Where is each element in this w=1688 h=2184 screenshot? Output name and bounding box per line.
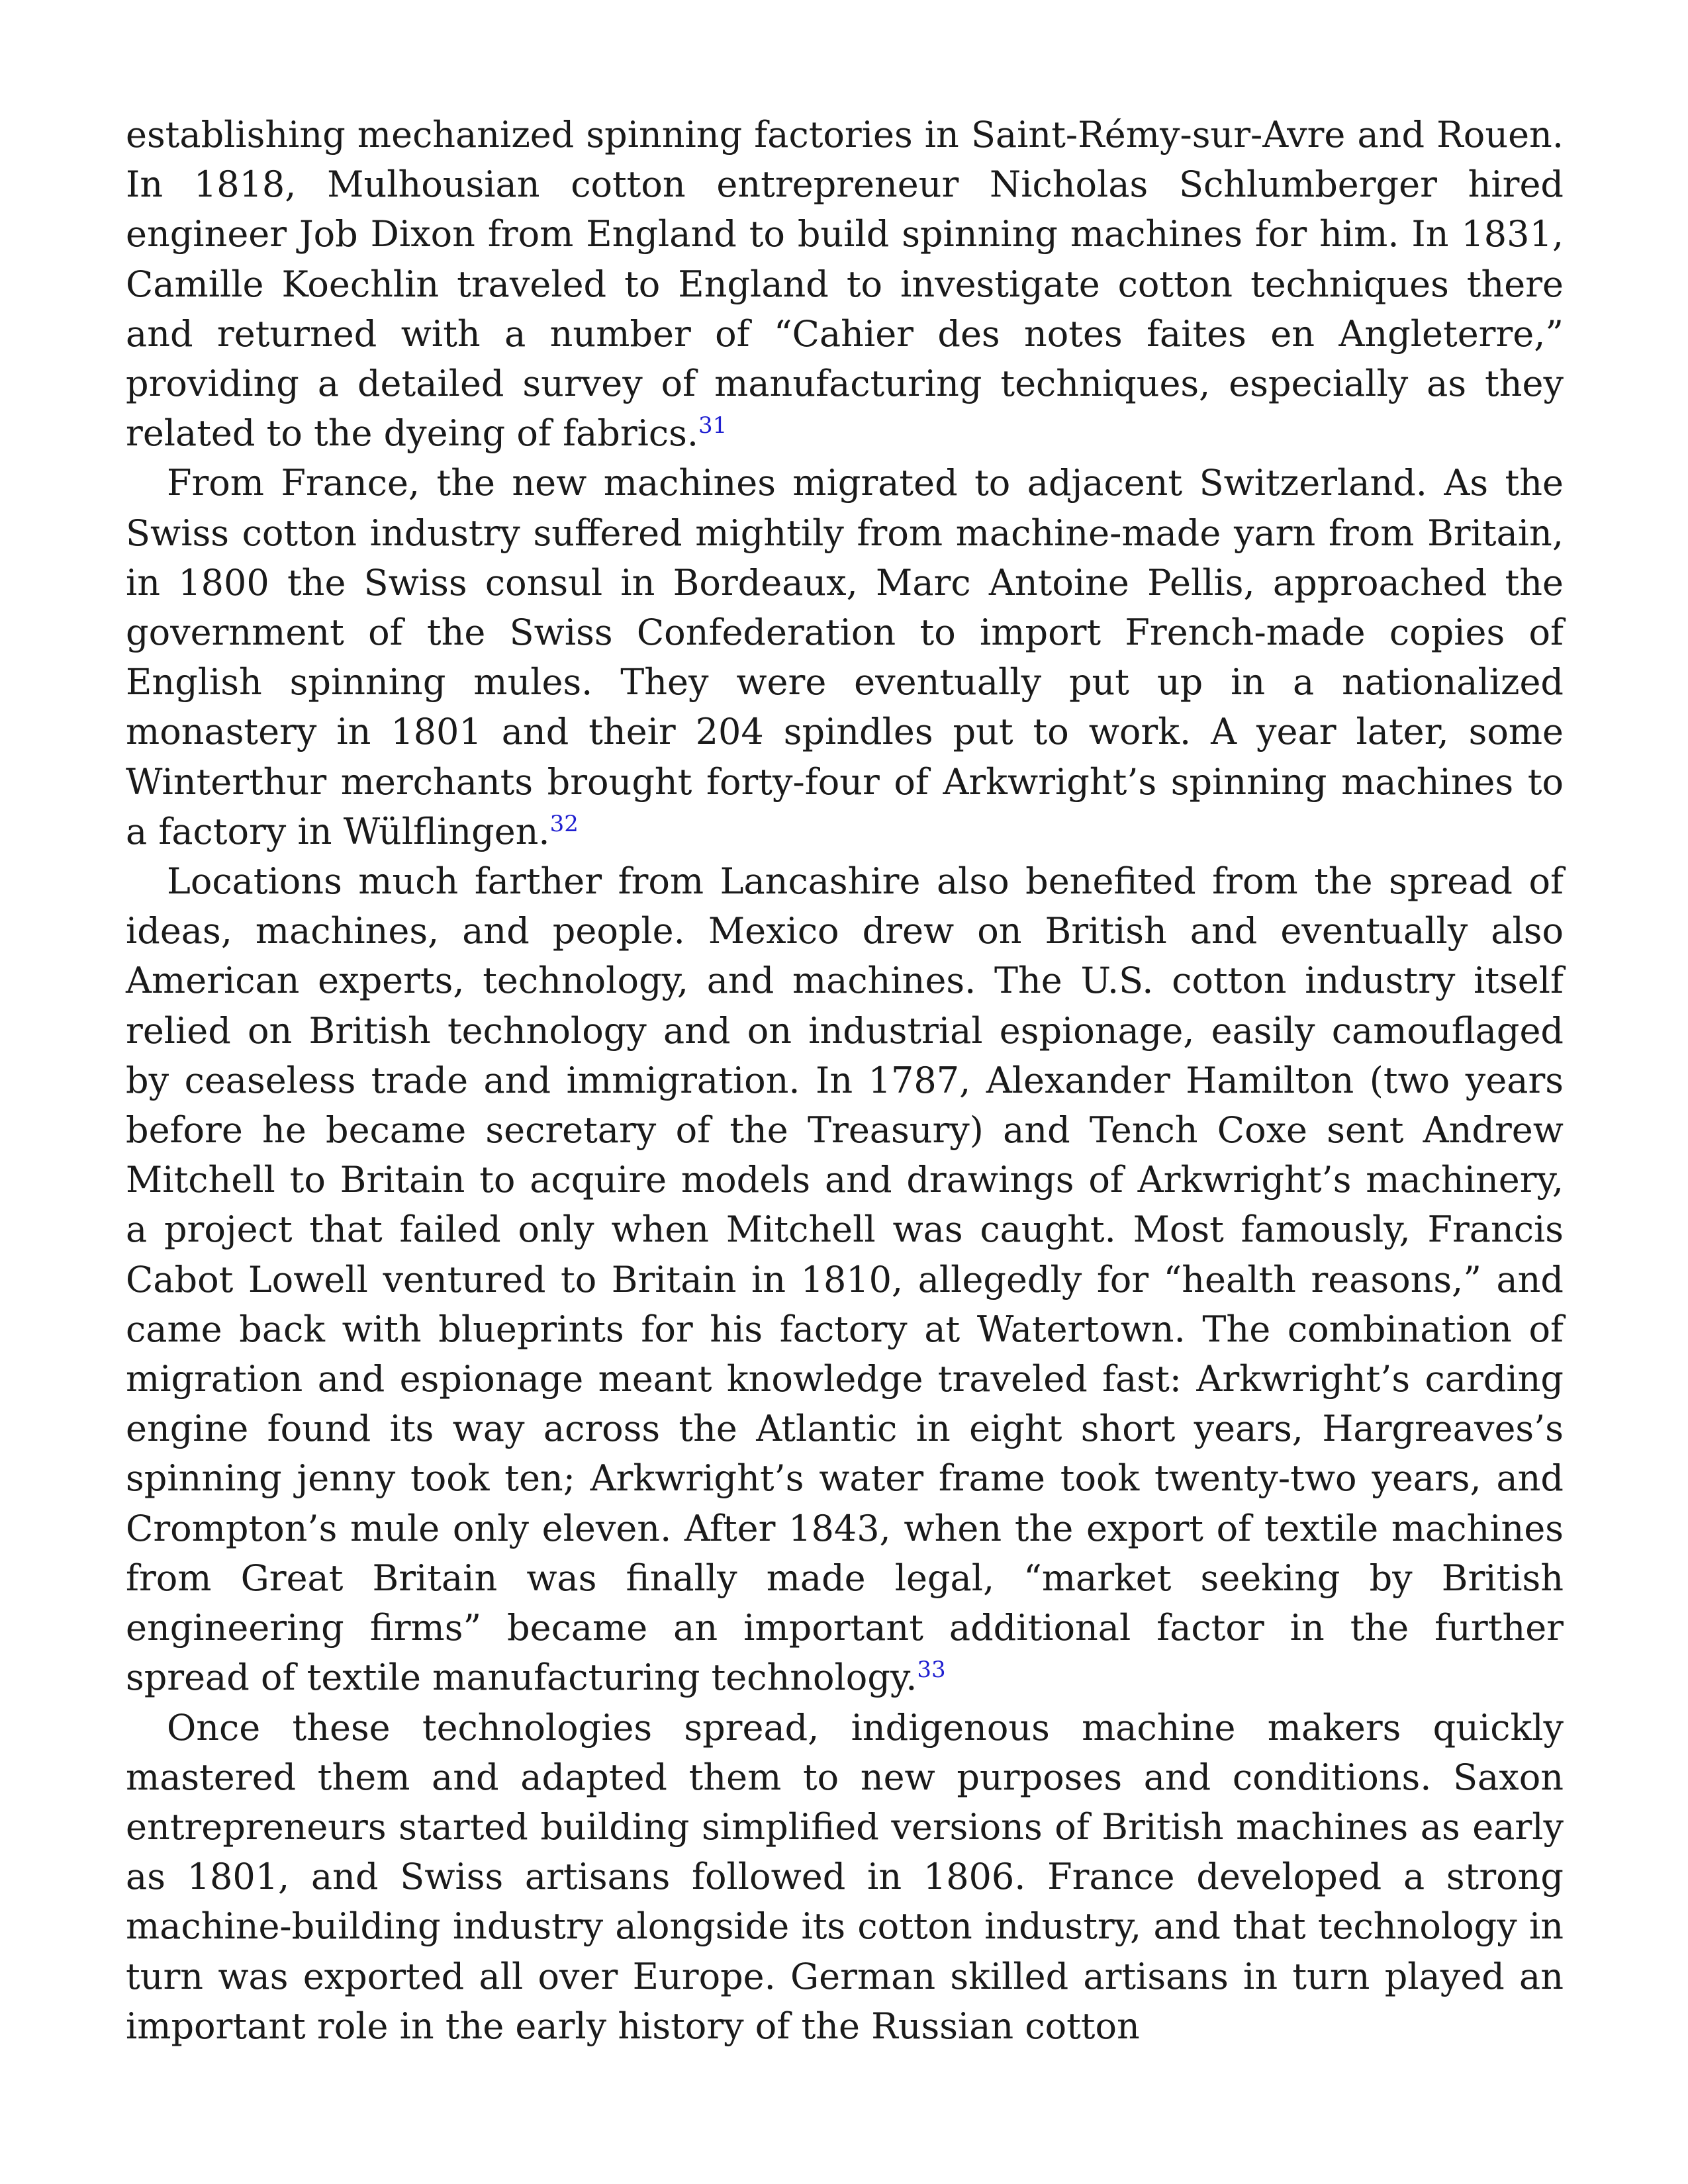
paragraph-4	[126, 1703, 1564, 2051]
page-body	[126, 110, 1564, 2051]
footnote-marker-32[interactable]: 32	[549, 810, 579, 837]
paragraph-text: From France, the new machines migrated to adjacent Switzerland. As the Swiss cotton industry suffered mightily from machine-made yarn from Britain, in 1800 the Swiss consul in Bordeaux, Marc Antoine Pellis, approached the government of the Swiss Confederation to import French-made copies of English spinning mules. They were eventually put up in a nationalized monastery in 1801 and their 204 spindles put to work. A year later, some Winterthur merchants brought forty-four of Arkwright’s spinning machines to a factory in Wülflingen.	[126, 462, 1564, 852]
paragraph-text: establishing mechanized spinning factories in Saint-Rémy-sur-Avre and Rouen. In 1818, Mulhousian cotton entrepreneur Nicholas Schlumberger hired engineer Job Dixon from England to build spinning machines for him. In 1831, Camille Koechlin traveled to England to investigate cotton techniques there and returned with a number of “Cahier des notes faites en Angleterre,” providing a detailed survey of manufacturing techniques, especially as they related to the dyeing of fabrics.	[126, 114, 1564, 455]
paragraph-3	[126, 856, 1564, 1702]
paragraph-text: Locations much farther from Lancashire also benefited from the spread of ideas, machines, and people. Mexico drew on British and eventually also American experts, technology, and machines. The U.S. cotton industry itself relied on British technology and on industrial espionage, easily camouflaged by ceaseless trade and immigration. In 1787, Alexander Hamilton (two years before he became secretary of the Treasury) and Tench Coxe sent Andrew Mitchell to Britain to acquire models and drawings of Arkwright’s machinery, a project that failed only when Mitchell was caught. Most famously, Francis Cabot Lowell ventured to Britain in 1810, allegedly for “health reasons,” and came back with blueprints for his factory at Watertown. The combination of migration and espionage meant knowledge traveled fast: Arkwright’s carding engine found its way across the Atlantic in eight short years, Hargreaves’s spinning jenny took ten; Arkwright’s water frame took twenty-two years, and Crompton’s mule only eleven. After 1843, when the export of textile machines from Great Britain was finally made legal, “market seeking by British engineering firms” became an important additional factor in the further spread of textile manufacturing technology.	[126, 860, 1564, 1699]
footnote-marker-31[interactable]: 31	[698, 412, 727, 439]
paragraph-text: Once these technologies spread, indigenous machine makers quickly mastered them and adapted them to new purposes and conditions. Saxon entrepreneurs started building simplified versions of British machines as early as 1801, and Swiss artisans followed in 1806. France developed a strong machine-building industry alongside its cotton industry, and that technology in turn was exported all over Europe. German skilled artisans in turn played an important role in the early history of the Russian cotton	[126, 1706, 1564, 2047]
footnote-marker-33[interactable]: 33	[917, 1657, 946, 1684]
paragraph-2	[126, 458, 1564, 856]
paragraph-1	[126, 110, 1564, 458]
